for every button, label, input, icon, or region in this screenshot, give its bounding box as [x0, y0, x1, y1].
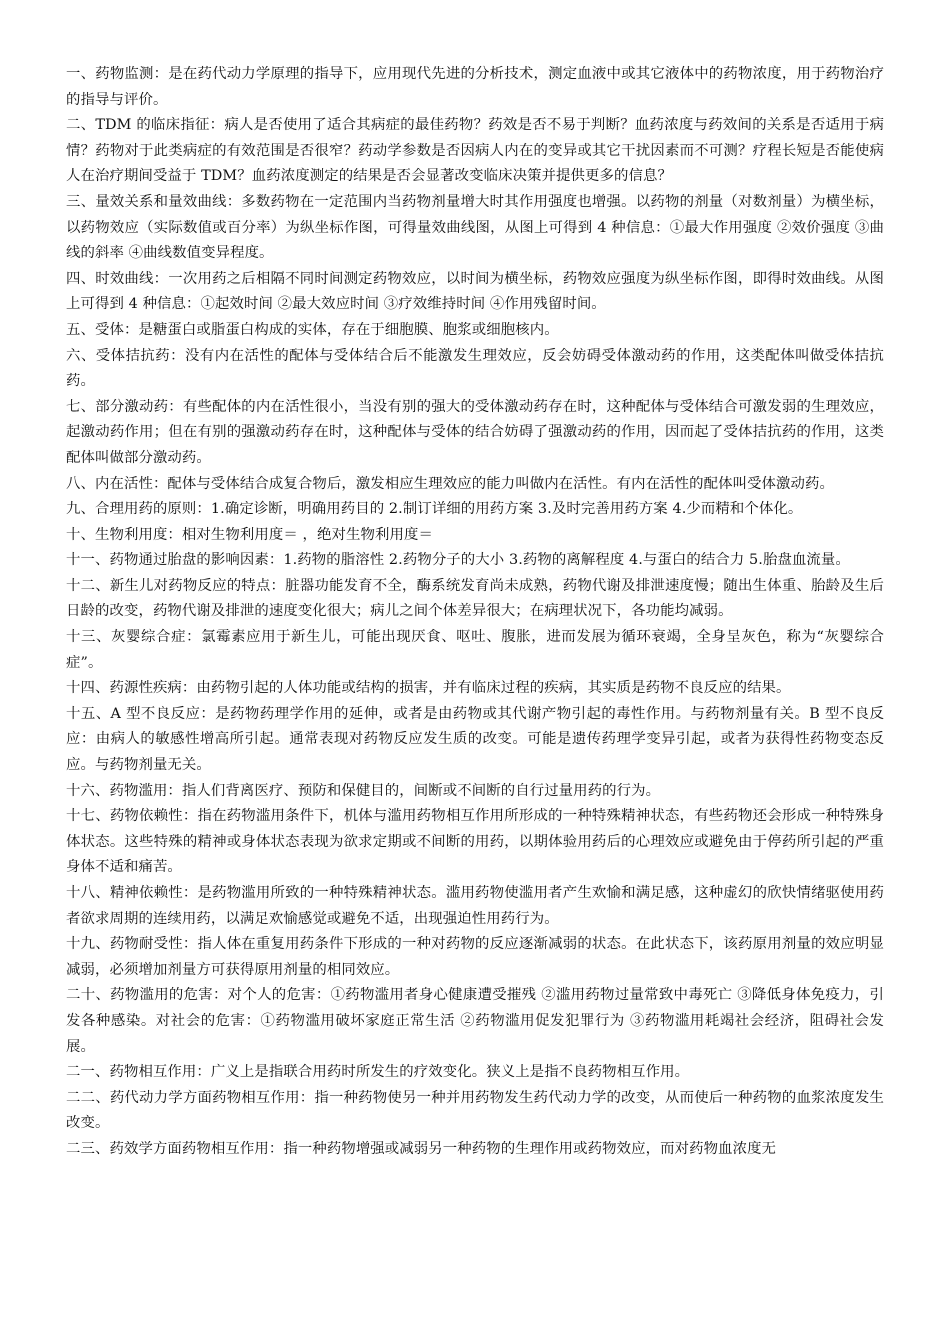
- paragraph-pharmacodynamic-interaction: 二三、药效学方面药物相互作用：指一种药物增强或减弱另一种药物的生理作用或药物效应，而对药物血浓度无: [66, 1140, 777, 1157]
- paragraph-partial-agonist: 七、部分激动药：有些配体的内在活性很小，当没有别的强大的受体激动药存在时，这种配体与受体结合可激发弱的生理效应，起激动药作用；但在有别的强激动药存在时，这种配体与受体的结合妨碍了强激动药的作用，因而起了受体拮抗药的作用，这类配体叫做部分激动药。: [66, 398, 884, 466]
- paragraph-drug-induced-disease: 十四、药源性疾病：由药物引起的人体功能或结构的损害，并有临床过程的疾病，其实质是药物不良反应的结果。: [66, 680, 791, 697]
- paragraph-neonatal-response: 十二、新生儿对药物反应的特点：脏器功能发育不全，酶系统发育尚未成熟，药物代谢及排泄速度慢；随出生体重、胎龄及生后日龄的改变，药物代谢及排泄的速度变化很大；病儿之间个体差异很大；在病理状况下，各功能均减弱。: [66, 577, 884, 620]
- paragraph-dose-effect-curve: 三、量效关系和量效曲线：多数药物在一定范围内当药物剂量增大时其作用强度也增强。以药物的剂量（对数剂量）为横坐标，以药物效应（实际数值或百分率）为纵坐标作图，可得量效曲线图，从图上可得到 4 种信息：①最大作用强度 ②效价强度 ③曲线的斜率 ④曲线数值变异程度。: [66, 193, 884, 262]
- paragraph-drug-monitoring: 一、药物监测：是在药代动力学原理的指导下，应用现代先进的分析技术，测定血液中或其它液体中的药物浓度，用于药物治疗的指导与评价。: [66, 66, 884, 108]
- paragraph-placental-factors: 十一、药物通过胎盘的影响因素：1.药物的脂溶性 2.药物分子的大小 3.药物的离解程度 4.与蛋白的结合力 5.胎盘血流量。: [66, 552, 850, 569]
- paragraph-abuse-harms: 二十、药物滥用的危害：对个人的危害：①药物滥用者身心健康遭受摧残 ②滥用药物过量常致中毒死亡 ③降低身体免疫力，引发各种感染。对社会的危害：①药物滥用破坏家庭正常生活 ②药物滥用促发犯罪行为 ③药物滥用耗竭社会经济，阻碍社会发展。: [66, 987, 884, 1055]
- paragraph-intrinsic-activity: 八、内在活性：配体与受体结合成复合物后，激发相应生理效应的能力叫做内在活性。有内在活性的配体叫受体激动药。: [66, 475, 835, 492]
- paragraph-rational-drug-use: 九、合理用药的原则：1.确定诊断，明确用药目的 2.制订详细的用药方案 3.及时完善用药方案 4.少而精和个体化。: [66, 501, 803, 518]
- paragraph-time-effect-curve: 四、时效曲线：一次用药之后相隔不同时间测定药物效应，以时间为横坐标，药物效应强度为纵坐标作图，即得时效曲线。从图上可得到 4 种信息：①起效时间 ②最大效应时间 ③疗效维持时间 ④作用残留时间。: [66, 270, 884, 313]
- document-page: [66, 62, 884, 1332]
- paragraph-drug-interaction: 二一、药物相互作用：广义上是指联合用药时所发生的疗效变化。狭义上是指不良药物相互作用。: [66, 1064, 690, 1081]
- paragraph-receptor: 五、受体：是糖蛋白或脂蛋白构成的实体，存在于细胞膜、胞浆或细胞核内。: [66, 321, 559, 338]
- paragraph-receptor-antagonist: 六、受体拮抗药：没有内在活性的配体与受体结合后不能激发生理效应，反会妨碍受体激动药的作用，这类配体叫做受体拮抗药。: [66, 347, 884, 390]
- paragraph-drug-abuse: 十六、药物滥用：指人们背离医疗、预防和保健目的，间断或不间断的自行过量用药的行为。: [66, 782, 661, 799]
- paragraph-tdm-indications: 二、TDM 的临床指征：病人是否使用了适合其病症的最佳药物？药效是否不易于判断？血药浓度与药效间的关系是否适用于病情？药物对于此类病症的有效范围是否很窄？药动学参数是否因病人内在的变异或其它干扰因素而不可测？疗程长短是否能使病人在治疗期间受益于 TDM？血药浓度测定的结果是否会显著改变临床决策并提供更多的信息？: [66, 117, 884, 185]
- paragraph-pharmacokinetic-interaction: 二二、药代动力学方面药物相互作用：指一种药物使另一种并用药物发生药代动力学的改变，从而使后一种药物的血浆浓度发生改变。: [66, 1089, 884, 1132]
- paragraph-psychological-dependence: 十八、精神依赖性：是药物滥用所致的一种特殊精神状态。滥用药物使滥用者产生欢愉和满足感，这种虚幻的欣快情绪驱使用药者欲求周期的连续用药，以满足欢愉感觉或避免不适，出现强迫性用药行为。: [66, 885, 884, 927]
- paragraph-bioavailability: 十、生物利用度：相对生物利用度＝ ，绝对生物利用度＝: [66, 526, 433, 543]
- paragraph-drug-dependence: 十七、药物依赖性：指在药物滥用条件下，机体与滥用药物相互作用所形成的一种特殊精神状态，有些药物还会形成一种特殊身体状态。这些特殊的精神或身体状态表现为欲求定期或不间断的用药，以期体验用药后的心理效应或避免由于停药所引起的严重身体不适和痛苦。: [66, 808, 884, 876]
- paragraph-gray-baby-syndrome: 十三、灰婴综合症：氯霉素应用于新生儿，可能出现厌食、呕吐、腹胀，进而发展为循环衰竭，全身呈灰色，称为“灰婴综合症”。: [66, 629, 884, 671]
- paragraph-adverse-reaction-types: 十五、A 型不良反应：是药物药理学作用的延伸，或者是由药物或其代谢产物引起的毒性作用。与药物剂量有关。B 型不良反应：由病人的敏感性增高所引起。通常表现对药物反应发生质的改变。可能是遗传药理学变异引起，或者为获得性药物变态反应。与药物剂量无关。: [66, 705, 884, 774]
- paragraph-drug-tolerance: 十九、药物耐受性：指人体在重复用药条件下形成的一种对药物的反应逐渐减弱的状态。在此状态下，该药原用剂量的效应明显减弱，必须增加剂量方可获得原用剂量的相同效应。: [66, 936, 884, 978]
